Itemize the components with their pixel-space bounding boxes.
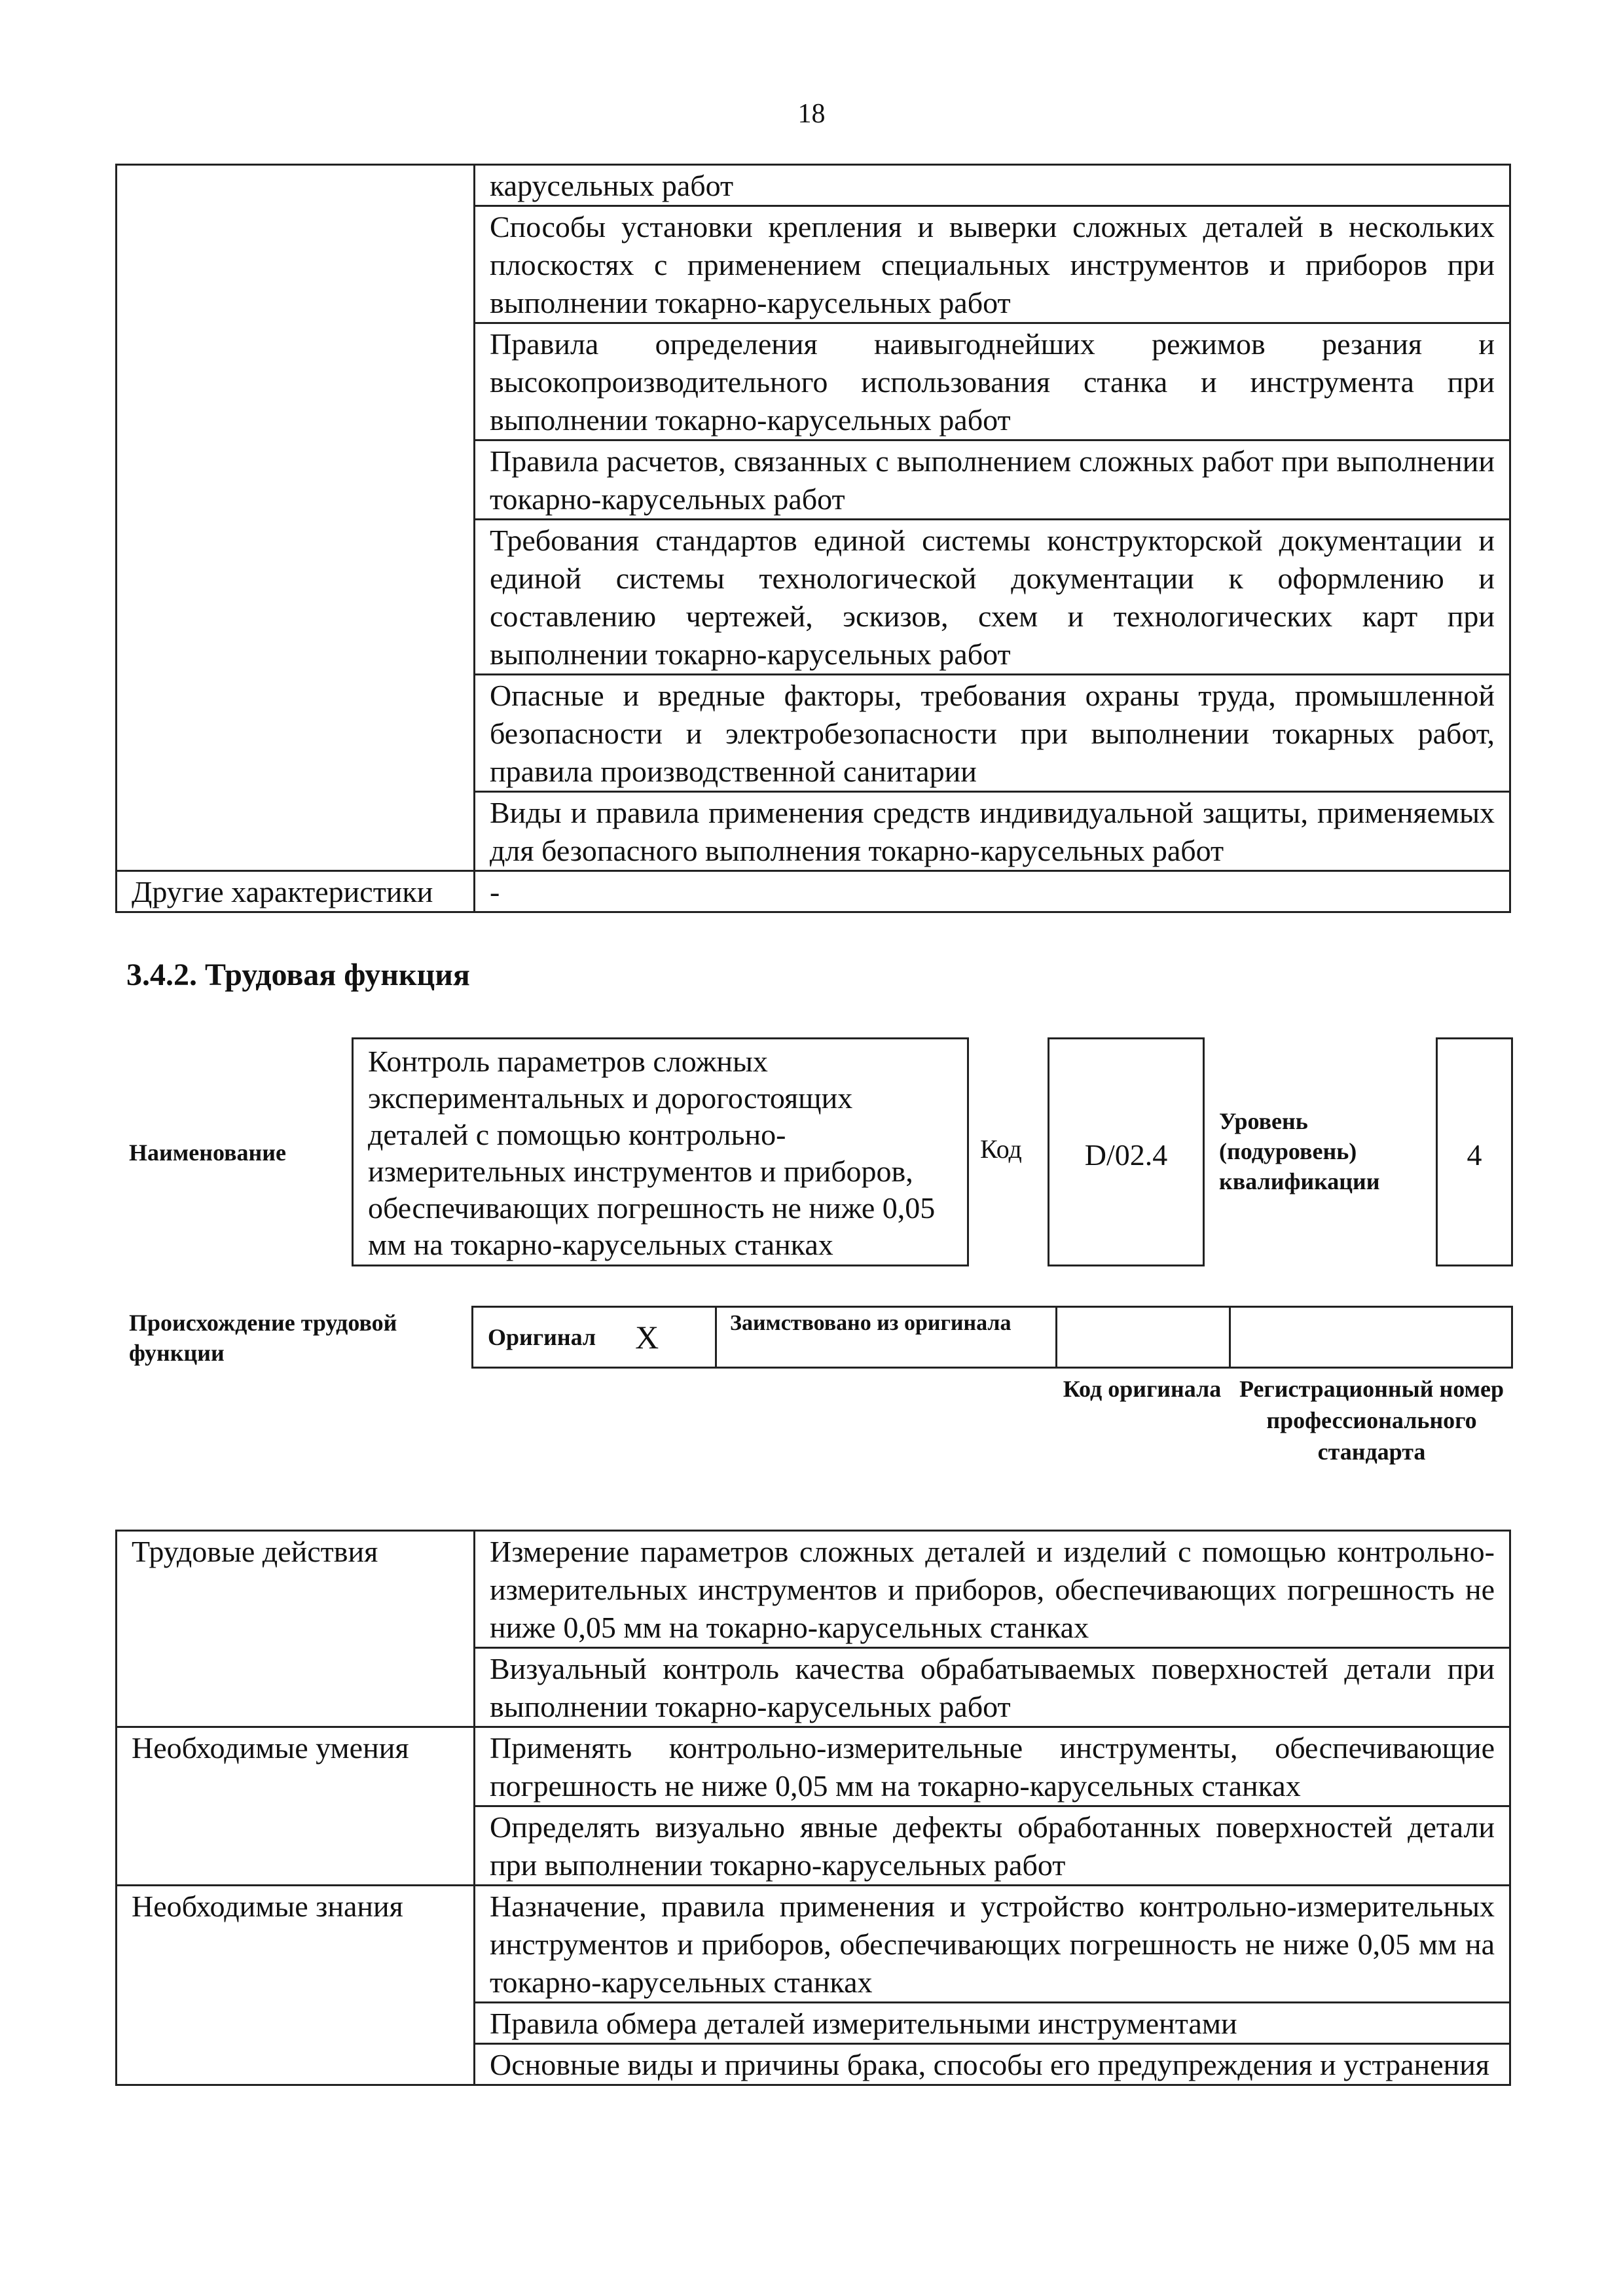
table-cell: Виды и правила применения средств индивидуальной защиты, применяемых для безопасного выполнения токарно-карусельных работ [475, 792, 1510, 871]
table-row [117, 871, 1510, 912]
name-label: Наименование [129, 1139, 286, 1166]
original-code-cell [1057, 1308, 1231, 1367]
original-mark: X [635, 1319, 659, 1355]
code-caption: Код оригинала [1063, 1376, 1222, 1402]
table-cell: Визуальный контроль качества обрабатываемых поверхностей детали при выполнении токарно-карусельных работ [475, 1648, 1510, 1727]
empty-label-cell [117, 165, 475, 871]
original-cell [473, 1308, 717, 1367]
other-characteristics-value: - [475, 871, 1510, 912]
table-cell: Опасные и вредные факторы, требования охраны труда, промышленной безопасности и электробезопасности при выполнении токарных работ, правила производственной санитарии [475, 675, 1510, 792]
table-row [117, 165, 1510, 206]
table-cell: Правила расчетов, связанных с выполнением сложных работ при выполнении токарно-карусельных работ [475, 440, 1510, 520]
table-cell: карусельных работ [475, 165, 1510, 206]
table-row [117, 1531, 1510, 1648]
table-row [117, 1727, 1510, 1806]
level-label: Уровень (подуровень) квалификации [1219, 1108, 1380, 1194]
registration-caption: Регистрационный номер профессионального стандарта [1239, 1376, 1504, 1465]
table-cell: Измерение параметров сложных деталей и изделий с помощью контрольно-измерительных инструментов и приборов, обеспечивающих погрешность не ниже 0,05 мм на токарно-карусельных станках [475, 1531, 1510, 1648]
section-label: Трудовые действия [117, 1531, 475, 1727]
section-label: Необходимые умения [117, 1727, 475, 1886]
table-cell: Основные виды и причины брака, способы его предупреждения и устранения [475, 2044, 1510, 2085]
origin-label: Происхождение трудовой функции [129, 1310, 397, 1366]
code-label: Код [980, 1134, 1022, 1164]
level-box: 4 [1436, 1037, 1513, 1266]
code-box: D/02.4 [1048, 1037, 1205, 1266]
section-title: 3.4.2. Трудовая функция [126, 958, 470, 992]
borrowed-cell: Заимствовано из оригинала [717, 1308, 1057, 1367]
table-cell: Правила обмера деталей измерительными инструментами [475, 2003, 1510, 2044]
section-label: Необходимые знания [117, 1886, 475, 2085]
table-cell: Определять визуально явные дефекты обработанных поверхностей детали при выполнении токарно-карусельных работ [475, 1806, 1510, 1886]
table-cell: Применять контрольно-измерительные инструменты, обеспечивающие погрешность не ниже 0,05 мм на токарно-карусельных станках [475, 1727, 1510, 1806]
original-label: Оригинал [488, 1324, 596, 1350]
table-cell: Требования стандартов единой системы конструкторской документации и единой системы технологической документации к оформлению и составлению чертежей, эскизов, схем и технологических карт при выполнении токарно-карусельных работ [475, 520, 1510, 675]
page-number: 18 [797, 99, 826, 129]
function-name-box: Контроль параметров сложных экспериментальных и дорогостоящих деталей с помощью контрольно-измерительных инструментов и приборов, обеспечивающих погрешность не ниже 0,05 мм на токарно-карусельных станках [352, 1037, 969, 1266]
table-cell: Назначение, правила применения и устройство контрольно-измерительных инструментов и приборов, обеспечивающих погрешность не ниже 0,05 мм на токарно-карусельных станках [475, 1886, 1510, 2003]
table-cell: Способы установки крепления и выверки сложных деталей в нескольких плоскостях с применением специальных инструментов и приборов при выполнении токарно-карусельных работ [475, 206, 1510, 323]
table-cell: Правила определения наивыгоднейших режимов резания и высокопроизводительного использования станка и инструмента при выполнении токарно-карусельных работ [475, 323, 1510, 440]
knowledge-table-continued [115, 164, 1511, 913]
table-row [117, 1886, 1510, 2003]
registration-number-cell [1231, 1308, 1511, 1367]
other-characteristics-label: Другие характеристики [117, 871, 475, 912]
labor-function-table [115, 1530, 1511, 2086]
origin-row [471, 1306, 1513, 1369]
